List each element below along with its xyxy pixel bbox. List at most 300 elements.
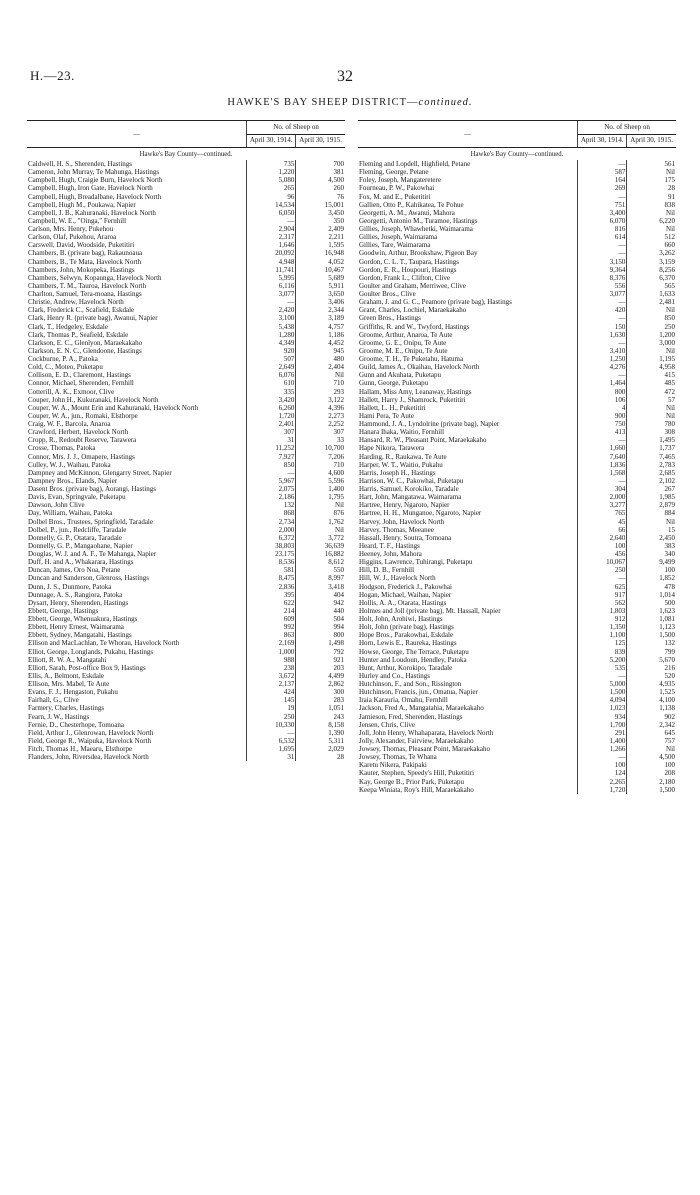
table-row — [27, 363, 345, 371]
table-row — [358, 282, 676, 290]
sheep-count-1914: 6,532 — [247, 737, 296, 745]
sheep-count-1914: 145 — [247, 696, 296, 704]
table-row — [27, 444, 345, 452]
owner-name: Douglas, W. J. and A. F., Te Mahanga, Napier — [28, 550, 157, 558]
table-row — [358, 558, 676, 566]
sheep-count-1915: 1,498 — [296, 639, 345, 647]
owner-name: Harvey, Thomas, Meeanee — [359, 525, 434, 534]
table-row — [358, 631, 676, 639]
sheep-count-1915: 645 — [627, 729, 676, 737]
owner-name: Chambers, Selwyn, Kopaunga, Havelock North — [28, 273, 162, 282]
owner-name: Kauter, Stephen, Speedy's Hill, Puketitiri — [359, 769, 475, 778]
owner-name: Karetu Nikera, Pakipaki — [359, 761, 427, 770]
sheep-count-1915: 1,623 — [627, 607, 676, 615]
sheep-count-1915: 2,879 — [627, 501, 676, 509]
owner-name: Gordon, E. R., Houpouri, Hastings — [359, 265, 457, 274]
sheep-count-1915: Nil — [627, 347, 676, 355]
owner-name: Harvey, John, Havelock North — [359, 517, 445, 526]
sheep-count-1914: 622 — [247, 599, 296, 607]
sheep-count-1915: 1,762 — [296, 518, 345, 526]
sheep-count-1915: 10,700 — [296, 444, 345, 452]
table-row — [27, 745, 345, 753]
sheep-count-1915: 700 — [296, 160, 345, 168]
header-year-1914: April 30, 1914. — [247, 135, 296, 148]
table-row — [27, 184, 345, 192]
sheep-count-1915: 2,783 — [627, 461, 676, 469]
table-row — [27, 656, 345, 664]
table-row — [27, 209, 345, 217]
sheep-count-1915: 1,081 — [627, 615, 676, 623]
table-row — [27, 542, 345, 550]
table-row — [27, 355, 345, 363]
sheep-table — [358, 120, 676, 794]
table-row — [27, 469, 345, 477]
sheep-count-1914: 1,720 — [247, 412, 296, 420]
sheep-count-1915: 100 — [627, 761, 676, 769]
sheep-count-1915: 1,014 — [627, 591, 676, 599]
sheep-count-1914: — — [578, 339, 627, 347]
owner-name: Clarkson, E. C., Glenlyon, Maraekakaho — [28, 338, 143, 347]
owner-name: Iraia Karauria, Omahu, Fernhill — [359, 696, 448, 705]
sheep-count-1915: 16,882 — [296, 550, 345, 558]
sheep-count-1914: 2,137 — [247, 680, 296, 688]
table-row — [358, 477, 676, 485]
owner-name: Jamieson, Fred, Sherenden, Hastings — [359, 712, 463, 721]
sheep-count-1914: — — [578, 314, 627, 322]
sheep-count-1915: 4,757 — [296, 323, 345, 331]
table-row — [358, 347, 676, 355]
table-row — [27, 729, 345, 737]
sheep-count-1914: 3,100 — [247, 314, 296, 322]
owner-name: Hammond, J. A., Lyndolrine (private bag), Napier — [359, 420, 500, 428]
sheep-count-1915: 5,911 — [296, 282, 345, 290]
sheep-count-1914: — — [247, 298, 296, 306]
sheep-count-1914: 9,364 — [578, 266, 627, 274]
sheep-count-1915: 2,404 — [296, 363, 345, 371]
owner-name: Culley, W. J., Waihau, Patoka — [28, 460, 111, 469]
owner-name: Goulter and Graham, Merriwee, Clive — [359, 281, 466, 290]
table-row — [27, 713, 345, 721]
sheep-count-1914: 5,995 — [247, 274, 296, 282]
owner-name: Fourneau, P. W., Pakowhai — [359, 184, 435, 193]
owner-name: Clarkson, E. N. C., Glendoone, Hastings — [28, 346, 142, 355]
owner-name: Couper, W. A., Mount Erin and Kahuranaki, Havelock North — [28, 403, 199, 412]
table-row — [27, 664, 345, 672]
sheep-count-1914: 6,076 — [247, 371, 296, 379]
table-row — [358, 753, 676, 761]
sheep-count-1915: 308 — [627, 428, 676, 436]
table-row — [358, 323, 676, 331]
sheep-count-1915: 504 — [296, 615, 345, 623]
owner-name: Hogan, Michael, Waihau, Napier — [359, 590, 452, 599]
table-row — [358, 290, 676, 298]
sheep-count-1915: 850 — [627, 314, 676, 322]
owner-name: Campbell, Hugh, Breadalbane, Havelock North — [28, 192, 162, 201]
page-title: HAWKE'S BAY SHEEP DISTRICT—continued. — [227, 97, 473, 108]
sheep-count-1915: 1,525 — [627, 688, 676, 696]
sheep-count-1915: 381 — [296, 168, 345, 176]
sheep-count-1915: Nil — [627, 306, 676, 314]
sheep-count-1915: 175 — [627, 176, 676, 184]
owner-name: Craig, W. F., Barcola, Anaroa — [28, 420, 111, 428]
sheep-count-1915: 1,985 — [627, 493, 676, 501]
sheep-count-1914: 1,836 — [578, 461, 627, 469]
sheep-count-1914: 31 — [247, 436, 296, 444]
owner-name: Jolly, Alexander, Fairview, Maraekakaho — [359, 736, 474, 745]
owner-name: Elliot, George, Longlands, Pukahu, Hastings — [28, 647, 154, 656]
table-row — [27, 331, 345, 339]
sheep-count-1914: 614 — [578, 233, 627, 241]
owner-name: Hill, W. J., Havelock North — [359, 574, 436, 583]
sheep-count-1915: 76 — [296, 193, 345, 201]
owner-name: Cold, C., Moteo, Puketapu — [28, 363, 103, 372]
header-year-1915: April 30, 1915. — [296, 135, 345, 148]
sheep-count-1914: 1,280 — [247, 331, 296, 339]
sheep-count-1915: 945 — [296, 347, 345, 355]
owner-name: Grant, Charles, Lochiel, Maraekakaho — [359, 306, 467, 315]
table-row — [27, 225, 345, 233]
sheep-count-1915: 3,159 — [627, 258, 676, 266]
sheep-count-1915: 1,852 — [627, 574, 676, 582]
sheep-count-1915: 1,500 — [627, 786, 676, 794]
sheep-count-1914: 7,640 — [578, 453, 627, 461]
table-row — [27, 428, 345, 436]
sheep-count-1914: 164 — [578, 176, 627, 184]
table-row — [27, 485, 345, 493]
sheep-count-1915: 4,500 — [627, 753, 676, 761]
table-row — [27, 599, 345, 607]
sheep-count-1914: — — [247, 469, 296, 477]
owner-name: Groome, Arthur, Anaroa, Te Aute — [359, 330, 453, 339]
table-row — [358, 274, 676, 282]
owner-name: Campbell, Hugh, Craigie Burn, Havelock North — [28, 176, 163, 185]
sheep-count-1914: 250 — [247, 713, 296, 721]
sheep-count-1914: 3,277 — [578, 501, 627, 509]
table-row — [358, 566, 676, 574]
sheep-count-1914: 5,080 — [247, 176, 296, 184]
owner-name: Graham, J. and G. C., Peamore (private bag), Hastings — [359, 298, 512, 307]
owner-name: Clark, Frederick C., Scafield, Eskdale — [28, 306, 135, 315]
owner-name: Harper, W. T., Waitio, Pukahu — [359, 460, 443, 469]
sheep-count-1915: 4,958 — [627, 363, 676, 371]
table-row — [358, 729, 676, 737]
table-row — [27, 648, 345, 656]
sheep-count-1914: 6,116 — [247, 282, 296, 290]
sheep-count-1915: 2,252 — [296, 420, 345, 428]
sheep-count-1914: 1,000 — [247, 648, 296, 656]
owner-name: Groome, M. E., Onipu, Te Aute — [359, 346, 448, 355]
sheep-count-1915: 3,000 — [627, 339, 676, 347]
sheep-count-1915: 440 — [296, 607, 345, 615]
sheep-count-1914: — — [578, 241, 627, 249]
owner-name: Higgins, Lawrence, Tuhirangi, Puketapu — [359, 558, 473, 567]
table-row — [358, 623, 676, 631]
table-row — [27, 534, 345, 542]
sheep-count-1915: 757 — [627, 737, 676, 745]
sheep-count-1915: 4,935 — [627, 680, 676, 688]
owner-name: Dysart, Henry, Sherenden, Hastings — [28, 598, 129, 607]
table-row — [358, 396, 676, 404]
sheep-count-1914: 291 — [578, 729, 627, 737]
header-year-1915: April 30, 1915. — [627, 135, 676, 148]
sheep-count-1915: Nil — [627, 518, 676, 526]
table-row — [358, 656, 676, 664]
sheep-count-1915: 2,211 — [296, 233, 345, 241]
sheep-count-1915: 710 — [296, 461, 345, 469]
table-row — [27, 249, 345, 257]
table-row — [27, 737, 345, 745]
owner-name: Dolbel, P., jun., Redcliffe, Taradale — [28, 525, 127, 534]
sheep-count-1914: 19 — [247, 704, 296, 712]
table-row — [358, 769, 676, 777]
owner-name: Fearn, J. W., Hastings — [28, 712, 90, 721]
table-row — [27, 721, 345, 729]
sheep-count-1915: 3,450 — [296, 209, 345, 217]
table-row — [358, 639, 676, 647]
header-group-label: No. of Sheep on — [247, 121, 345, 135]
sheep-count-1914: 3,077 — [247, 290, 296, 298]
table-row — [27, 160, 345, 168]
owner-name: Horn, Lewis E., Raureka, Hastings — [359, 639, 457, 648]
table-header-row — [27, 121, 345, 135]
owner-name: Hartree, H. H., Munganoe, Ngaroto, Napier — [359, 509, 482, 518]
table-row — [358, 160, 676, 168]
sheep-count-1914: 2,640 — [578, 534, 627, 542]
sheep-count-1914: 3,150 — [578, 258, 627, 266]
sheep-count-1915: Nil — [296, 526, 345, 534]
table-row — [27, 371, 345, 379]
table-row — [358, 298, 676, 306]
owner-name: Fleming, George, Petane — [359, 168, 429, 177]
sheep-count-1915: 132 — [627, 639, 676, 647]
table-row — [358, 518, 676, 526]
sheep-count-1914: — — [247, 217, 296, 225]
sheep-count-1915: Nil — [627, 209, 676, 217]
owner-name: Georgetti, A. M., Awanui, Mahora — [359, 208, 455, 217]
sheep-count-1914: 4,276 — [578, 363, 627, 371]
sheep-count-1915: 1,200 — [627, 331, 676, 339]
table-row — [358, 786, 676, 794]
sheep-count-1915: Nil — [296, 501, 345, 509]
sheep-count-1915: 902 — [627, 713, 676, 721]
table-row — [358, 339, 676, 347]
table-row — [27, 591, 345, 599]
sheep-count-1914: 3,400 — [578, 209, 627, 217]
sheep-count-1915: 994 — [296, 623, 345, 631]
owner-name: Heard, T. F., Hastings — [359, 541, 420, 550]
sheep-count-1915: 28 — [627, 184, 676, 192]
sheep-count-1915: 3,406 — [296, 298, 345, 306]
sheep-count-1915: 3,772 — [296, 534, 345, 542]
sheep-count-1915: 1,186 — [296, 331, 345, 339]
sheep-count-1914: 735 — [247, 160, 296, 168]
sheep-count-1915: 8,997 — [296, 574, 345, 582]
sheep-count-1914: 6,260 — [247, 404, 296, 412]
right-column — [358, 120, 676, 794]
table-row — [358, 672, 676, 680]
owner-name: Fairhall, G., Clive — [28, 696, 79, 705]
sheep-count-1914: 920 — [247, 347, 296, 355]
table-row — [27, 688, 345, 696]
owner-name: Hope Bros., Parakowhai, Eskdale — [359, 631, 454, 640]
sheep-count-1914: — — [578, 753, 627, 761]
table-row — [27, 680, 345, 688]
table-row — [27, 615, 345, 623]
sheep-count-1914: 610 — [247, 379, 296, 387]
sheep-count-1915: 8,158 — [296, 721, 345, 729]
owner-name: Hami Pera, Te Aute — [359, 411, 414, 420]
owner-name: Hutchinson, Francis, jun., Omatua, Napier — [359, 688, 478, 697]
table-row — [358, 453, 676, 461]
sheep-count-1915: 1,400 — [296, 485, 345, 493]
owner-name: Caldwell, H. S., Sherenden, Hastings — [28, 160, 133, 168]
table-row — [358, 217, 676, 225]
sheep-count-1915: 2,409 — [296, 225, 345, 233]
table-row — [358, 168, 676, 176]
sheep-count-1914: 900 — [578, 412, 627, 420]
sheep-count-1914: 420 — [578, 306, 627, 314]
owner-name: Clark, T., Hedgeley, Eskdale — [28, 322, 108, 331]
sheep-count-1914: 214 — [247, 607, 296, 615]
owner-name: Duncan, James, Oro Noa, Petane — [28, 566, 121, 575]
sheep-count-1914: 456 — [578, 550, 627, 558]
table-row — [358, 615, 676, 623]
owner-name: Hartree, Henry, Ngaroto, Napier — [359, 501, 450, 510]
sheep-count-1915: 6,220 — [627, 217, 676, 225]
sheep-count-1915: 283 — [296, 696, 345, 704]
owner-name: Dolbel Bros., Trustees, Springfield, Taradale — [28, 517, 153, 526]
sheep-count-1914: 238 — [247, 664, 296, 672]
sheep-count-1914: 395 — [247, 591, 296, 599]
sheep-count-1915: 2,450 — [627, 534, 676, 542]
sheep-count-1914: 307 — [247, 428, 296, 436]
sheep-count-1914: 1,695 — [247, 745, 296, 753]
sheep-count-1914: 5,000 — [578, 680, 627, 688]
sheep-count-1915: 250 — [627, 323, 676, 331]
sheep-count-1914: 2,904 — [247, 225, 296, 233]
sheep-count-1914: 2,169 — [247, 639, 296, 647]
sheep-count-1914: 934 — [578, 713, 627, 721]
owner-name: Dunnage, A. S., Rangiora, Patoka — [28, 590, 123, 599]
table-row — [358, 550, 676, 558]
sheep-count-1915: 350 — [296, 217, 345, 225]
sheep-count-1915: 1,051 — [296, 704, 345, 712]
owner-name: Gallien, Otto P., Kahikatea, Te Pohue — [359, 200, 464, 209]
sheep-count-1914: 5,967 — [247, 477, 296, 485]
table-row — [358, 314, 676, 322]
owner-name: Campbell, Hugh M., Poukawa, Napier — [28, 200, 136, 209]
sheep-count-1914: 1,660 — [578, 444, 627, 452]
table-row — [27, 193, 345, 201]
table-row — [358, 444, 676, 452]
table-row — [358, 201, 676, 209]
sheep-count-1914: 38,803 — [247, 542, 296, 550]
sheep-count-1915: 340 — [627, 550, 676, 558]
sheep-count-1915: 307 — [296, 428, 345, 436]
owner-name: Hunt, Arthur, Korokipo, Taradale — [359, 663, 453, 672]
table-row — [27, 323, 345, 331]
table-row — [358, 233, 676, 241]
sheep-count-1914: 106 — [578, 396, 627, 404]
table-row — [358, 176, 676, 184]
sheep-count-1915: 2,273 — [296, 412, 345, 420]
sheep-count-1914: 2,265 — [578, 778, 627, 786]
table-row — [358, 704, 676, 712]
sheep-count-1915: 7,465 — [627, 453, 676, 461]
sheep-count-1914: 100 — [578, 542, 627, 550]
sheep-count-1915: 260 — [296, 184, 345, 192]
sheep-count-1914: 625 — [578, 583, 627, 591]
sheep-count-1915: 8,612 — [296, 558, 345, 566]
sheep-count-1915: 1,595 — [296, 241, 345, 249]
sheep-count-1914: 2,000 — [578, 493, 627, 501]
owner-name: Harris, Joseph H., Hastings — [359, 468, 436, 477]
owner-name: Ellison, Mrs. Mabel, Te Aute — [28, 680, 110, 688]
table-row — [358, 599, 676, 607]
sheep-count-1914: 424 — [247, 688, 296, 696]
owner-name: Davis, Evan, Springvale, Puketapu — [28, 493, 126, 502]
sheep-count-1915: 1,737 — [627, 444, 676, 452]
table-row — [27, 339, 345, 347]
sheep-count-1915: 792 — [296, 648, 345, 656]
owner-name: Hodgson, Frederick J., Pakowhai — [359, 582, 452, 591]
sheep-count-1914: 132 — [247, 501, 296, 509]
table-row — [27, 566, 345, 574]
sheep-count-1915: 36,639 — [296, 542, 345, 550]
table-row — [27, 583, 345, 591]
sheep-count-1915: 2,029 — [296, 745, 345, 753]
sheep-count-1915: Nil — [296, 371, 345, 379]
sheep-count-1915: 4,100 — [627, 696, 676, 704]
table-row — [358, 485, 676, 493]
owner-name: Kay, George B., Prior Park, Puketapu — [359, 777, 464, 786]
sheep-count-1914: 23,175 — [247, 550, 296, 558]
sheep-count-1914: — — [247, 729, 296, 737]
owner-name: Holt, John, Arohiwi, Hastings — [359, 615, 443, 623]
sheep-count-1914: 11,252 — [247, 444, 296, 452]
table-row — [27, 201, 345, 209]
table-row — [27, 241, 345, 249]
sheep-count-1915: 4,452 — [296, 339, 345, 347]
sheep-count-1915: 243 — [296, 713, 345, 721]
table-row — [27, 168, 345, 176]
owner-name: Campbell, Hugh, Iron Gate, Havelock North — [28, 184, 153, 193]
sheep-count-1915: 203 — [296, 664, 345, 672]
table-row — [358, 721, 676, 729]
table-row — [358, 648, 676, 656]
table-row — [27, 574, 345, 582]
table-row — [27, 282, 345, 290]
sheep-count-1915: 10,467 — [296, 266, 345, 274]
sheep-count-1914: 2,186 — [247, 493, 296, 501]
sheep-count-1915: 7,206 — [296, 453, 345, 461]
owner-name: Chambers, B., Te Mata, Havelock North — [28, 257, 142, 266]
sheep-count-1914: 1,500 — [578, 688, 627, 696]
sheep-count-1915: 2,180 — [627, 778, 676, 786]
owner-name: Georgetti, Antonio M., Turamoe, Hastings — [359, 216, 478, 225]
table-row — [358, 761, 676, 769]
header-dash: — — [358, 121, 578, 148]
sheep-count-1914: 1,630 — [578, 331, 627, 339]
owner-name: Clark, Thomas P., Seafield, Eskdale — [28, 330, 129, 339]
sheep-count-1915: Nil — [627, 225, 676, 233]
table-row — [27, 314, 345, 322]
table-row — [358, 306, 676, 314]
table-row — [27, 453, 345, 461]
sheep-count-1915: Nil — [627, 404, 676, 412]
page-number: 32 — [337, 68, 353, 85]
sheep-count-1914: 45 — [578, 518, 627, 526]
